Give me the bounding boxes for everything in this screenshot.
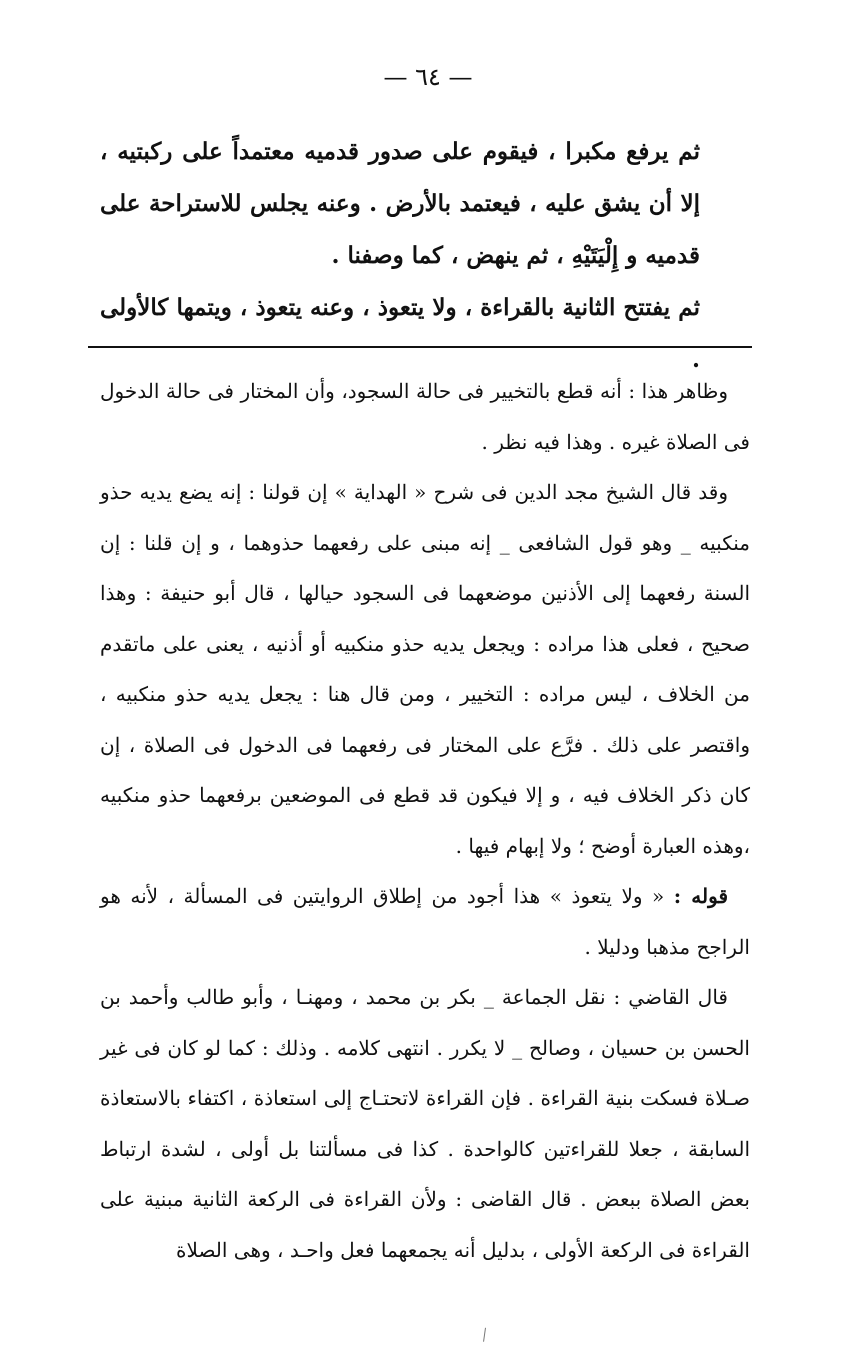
footnote-block [100, 366, 750, 1275]
footnote-divider [88, 346, 752, 348]
page-number: — ٦٤ — [383, 63, 473, 91]
footnote-paragraph [100, 467, 750, 871]
footnote-paragraph [100, 366, 750, 467]
footnote-paragraph-text: وقد قال الشيخ مجد الدين فى شرح « الهداية » إن قولنا : إنه يضع يديه حذو منكبيه _ وهو قول الشافعى _ إنه مبنى على رفعهما حذوهما ، و إن قلنا : إن السنة رفعهما إلى الأذنين موضعهما فى السجود حيالها ، قال أبو حنيفة : وهذا صحيح ، فعلى هذا مراده : ويجعل يديه حذو منكبيه أو أذنيه ، يعنى على ماتقدم من الخلاف ، ليس مراده : التخيير ، ومن قال هنا : يجعل يديه حذو منكبيه ، واقتصر على ذلك . فرَّع على المختار فى رفعهما فى الدخول فى الصلاة ، إن كان ذكر الخلاف فيه ، و إلا فيكون قد قطع فى الموضعين برفعهما حذو منكبيه ،وهذه العبارة أوضح ؛ ولا إبهام فيها . [100, 480, 750, 858]
footnote-paragraph-text: وظاهر هذا : أنه قطع بالتخيير فى حالة السجود، وأن المختار فى حالة الدخول فى الصلاة غيره . وهذا فيه نظر . [100, 379, 750, 454]
scan-mark [483, 1328, 490, 1343]
footnote-lead-word: قوله : [673, 884, 729, 908]
footnote-paragraph-text: « ولا يتعوذ » هذا أجود من إطلاق الروايتين فى المسألة ، لأنه هو الراجح مذهبا ودليلا . [100, 884, 750, 959]
main-paragraph: ثم يرفع مكبرا ، فيقوم على صدور قدميه معتمداً على ركبتيه ، إلا أن يشق عليه ، فيعتمد بالأرض . وعنه يجلس للاستراحة على قدميه و إِلْيَتَيْهِ ، ثم ينهض ، كما وصفنا . [100, 138, 700, 269]
main-paragraph: ثم يفتتح الثانية بالقراءة ، ولا يتعوذ ، وعنه يتعوذ ، ويتمها كالأولى . [100, 294, 700, 373]
footnote-paragraph-text: قال القاضي : نقل الجماعة _ بكر بن محمد ، ومهنـا ، وأبو طالب وأحمد بن الحسن بن حسيان ، وصالح _ لا يكرر . انتهى كلامه . وذلك : كما لو كان فى غير صـلاة فسكت بنية القراءة . فإن القراءة لاتحتـاج إلى استعاذة ، اكتفاء بالاستعاذة السابقة ، جعلا للقراءتين كالواحدة . كذا فى مسألتنا بل أولى ، لشدة ارتباط بعض الصلاة ببعض . قال القاضى : ولأن القراءة فى الركعة الثانية مبنية على القراءة فى الركعة الأولى ، بدليل أنه يجمعهما فعل واحـد ، وهى الصلاة [100, 985, 750, 1262]
footnote-paragraph [100, 871, 750, 972]
footnote-paragraph [100, 972, 750, 1275]
